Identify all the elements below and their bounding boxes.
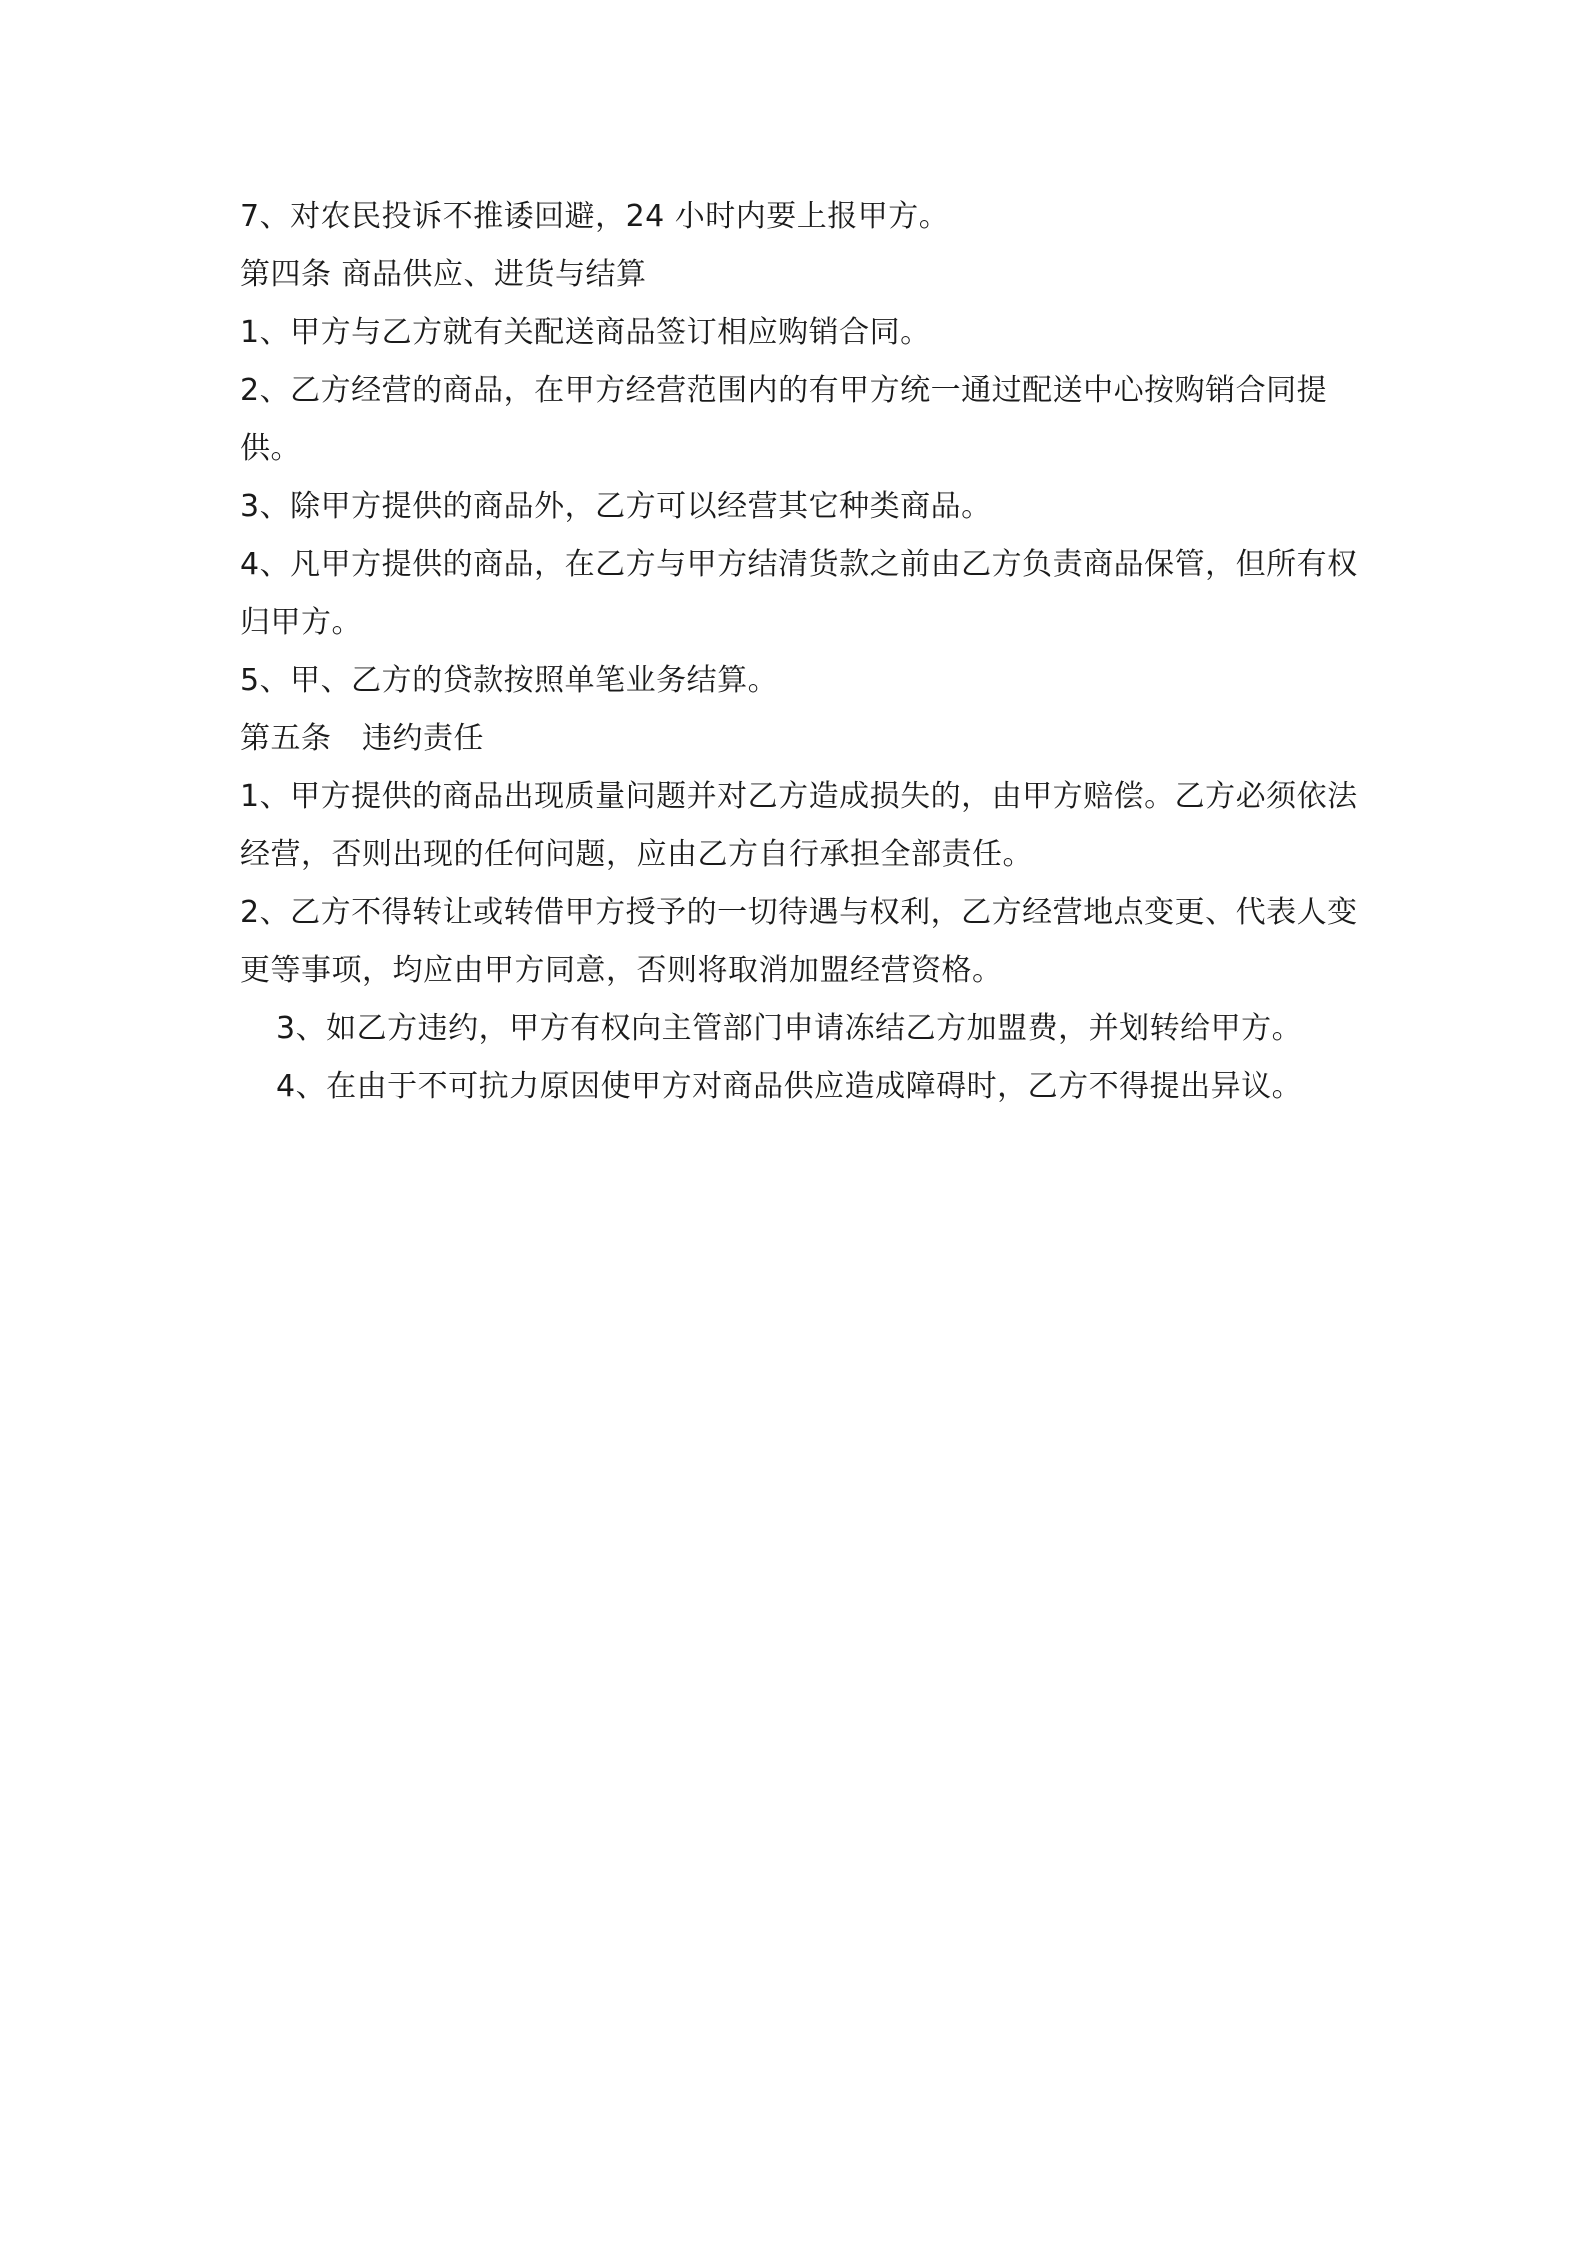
paragraph-clause-4-item-4: 4、凡甲方提供的商品，在乙方与甲方结清货款之前由乙方负责商品保管，但所有权归甲方。 <box>240 547 1358 640</box>
section-heading-article-5: 第五条 违约责任 <box>240 721 484 756</box>
paragraph-clause-4-item-5: 5、甲、乙方的贷款按照单笔业务结算。 <box>240 663 779 698</box>
paragraph-clause-3-item-7: 7、对农民投诉不推诿回避，24 小时内要上报甲方。 <box>240 199 950 234</box>
document-body <box>240 188 1370 1116</box>
paragraph-clause-5-item-1: 1、甲方提供的商品出现质量问题并对乙方造成损失的，由甲方赔偿。乙方必须依法经营，否则出现的任何问题，应由乙方自行承担全部责任。 <box>240 779 1358 872</box>
paragraph-clause-4-item-2: 2、乙方经营的商品，在甲方经营范围内的有甲方统一通过配送中心按购销合同提供。 <box>240 373 1328 466</box>
paragraph-clause-4-item-3: 3、除甲方提供的商品外，乙方可以经营其它种类商品。 <box>240 489 992 524</box>
paragraph-clause-5-item-2: 2、乙方不得转让或转借甲方授予的一切待遇与权利，乙方经营地点变更、代表人变更等事项，均应由甲方同意，否则将取消加盟经营资格。 <box>240 895 1358 988</box>
paragraph-clause-4-item-1: 1、甲方与乙方就有关配送商品签订相应购销合同。 <box>240 315 931 350</box>
paragraph-clause-5-item-4: 4、在由于不可抗力原因使甲方对商品供应造成障碍时，乙方不得提出异议。 <box>276 1069 1303 1104</box>
paragraph-clause-5-item-3: 3、如乙方违约，甲方有权向主管部门申请冻结乙方加盟费，并划转给甲方。 <box>276 1011 1303 1046</box>
section-heading-article-4: 第四条 商品供应、进货与结算 <box>240 257 647 292</box>
